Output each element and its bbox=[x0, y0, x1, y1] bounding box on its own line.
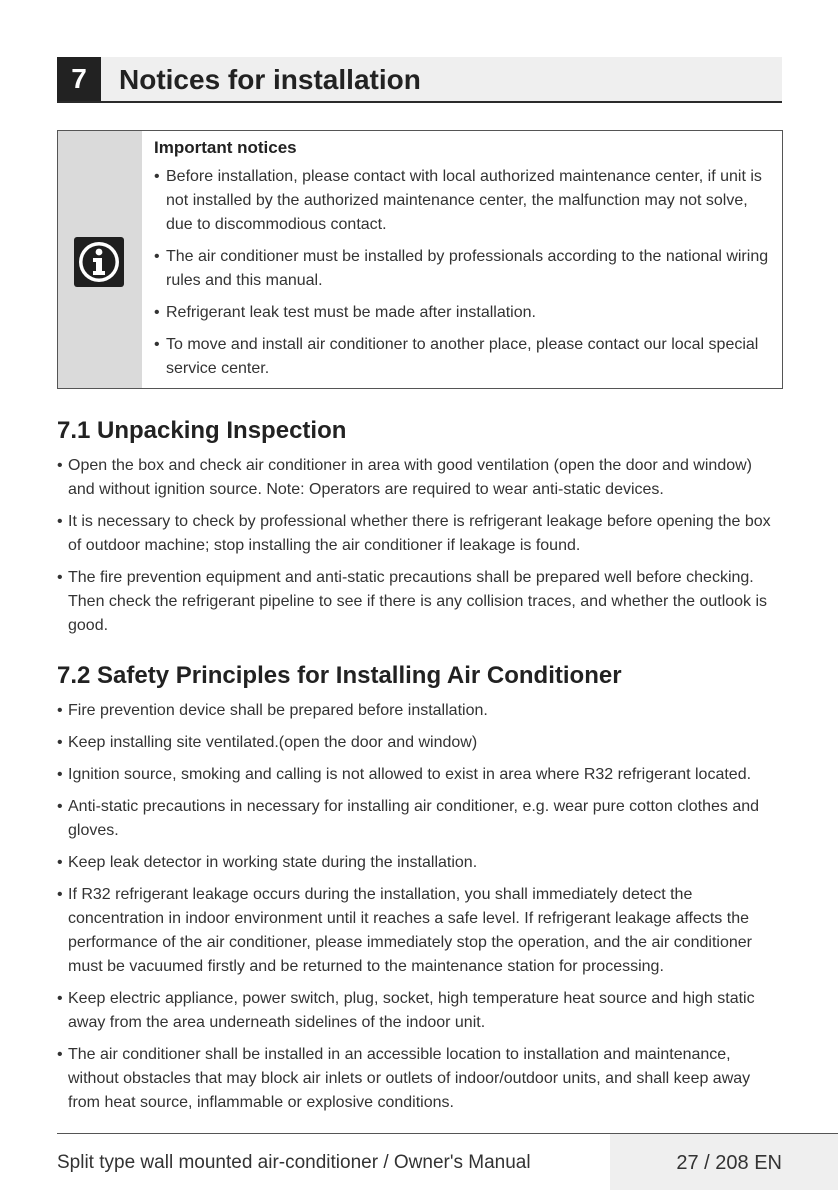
list-item: • Fire prevention device shall be prepared before installation. bbox=[57, 702, 488, 719]
list-item: • The fire prevention equipment and anti-static precautions shall be prepared well before checking. Then check the refrigerant pipeline to see if there is any collision traces, and whether the outlook is good. bbox=[57, 569, 768, 634]
list-item: • Ignition source, smoking and calling is not allowed to exist in area where R32 refrigerant located. bbox=[57, 766, 752, 783]
list-item: • Open the box and check air conditioner in area with good ventilation (open the door and window) and without ignition source. Note: Operators are required to wear anti-static devices. bbox=[57, 457, 752, 498]
list-item: • It is necessary to check by professional whether there is refrigerant leakage before opening the box of outdoor machine; stop installing the air conditioner if leakage is found. bbox=[57, 513, 771, 554]
list-item: • Keep installing site ventilated.(open the door and window) bbox=[57, 734, 478, 751]
chapter-title: Notices for installation bbox=[119, 64, 421, 95]
footer-page-number: 27 / 208 EN bbox=[676, 1152, 782, 1174]
notice-item: • To move and install air conditioner to another place, please contact our local special service center. bbox=[154, 336, 759, 377]
list-item: • If R32 refrigerant leakage occurs during the installation, you shall immediately detect the concentration in indoor environment until it reaches a safe level. If refrigerant leakage affects the performance of the air conditioner, please immediately stop the operation, and the air conditioner must be vacuumed firstly and be returned to the maintenance station for processing. bbox=[57, 886, 752, 975]
section-title: 7.2 Safety Principles for Installing Air Conditioner bbox=[57, 662, 622, 689]
list-item: • Keep electric appliance, power switch, plug, socket, high temperature heat source and high static away from the area underneath sidelines of the indoor unit. bbox=[57, 990, 755, 1031]
chapter-number: 7 bbox=[57, 57, 101, 101]
section-safety-principles bbox=[57, 661, 782, 1123]
notice-item: • Refrigerant leak test must be made after installation. bbox=[154, 304, 536, 321]
section-title: 7.1 Unpacking Inspection bbox=[57, 417, 347, 444]
notice-content bbox=[154, 137, 776, 389]
notice-item: • The air conditioner must be installed by professionals according to the national wiring rules and this manual. bbox=[154, 248, 769, 289]
footer-manual-title: Split type wall mounted air-conditioner / Owner's Manual bbox=[57, 1152, 531, 1173]
important-notice-box bbox=[57, 130, 783, 389]
list-item: • The air conditioner shall be installed in an accessible location to installation and maintenance, without obstacles that may block air inlets or outlets of indoor/outdoor units, and shall keep away from heat source, inflammable or explosive conditions. bbox=[57, 1046, 751, 1111]
list-item: • Keep leak detector in working state during the installation. bbox=[57, 854, 478, 871]
section-unpacking-inspection bbox=[57, 416, 782, 646]
notice-item: • Before installation, please contact with local authorized maintenance center, if unit is not installed by the authorized maintenance center, the malfunction may not solve, due to discommodious contact. bbox=[154, 168, 762, 233]
list-item: • Anti-static precautions in necessary for installing air conditioner, e.g. wear pure cotton clothes and gloves. bbox=[57, 798, 760, 839]
chapter-header bbox=[57, 57, 782, 103]
footer-divider bbox=[57, 1133, 838, 1134]
notice-sidebar bbox=[58, 131, 142, 388]
notice-heading: Important notices bbox=[154, 138, 297, 157]
info-icon bbox=[74, 237, 124, 287]
